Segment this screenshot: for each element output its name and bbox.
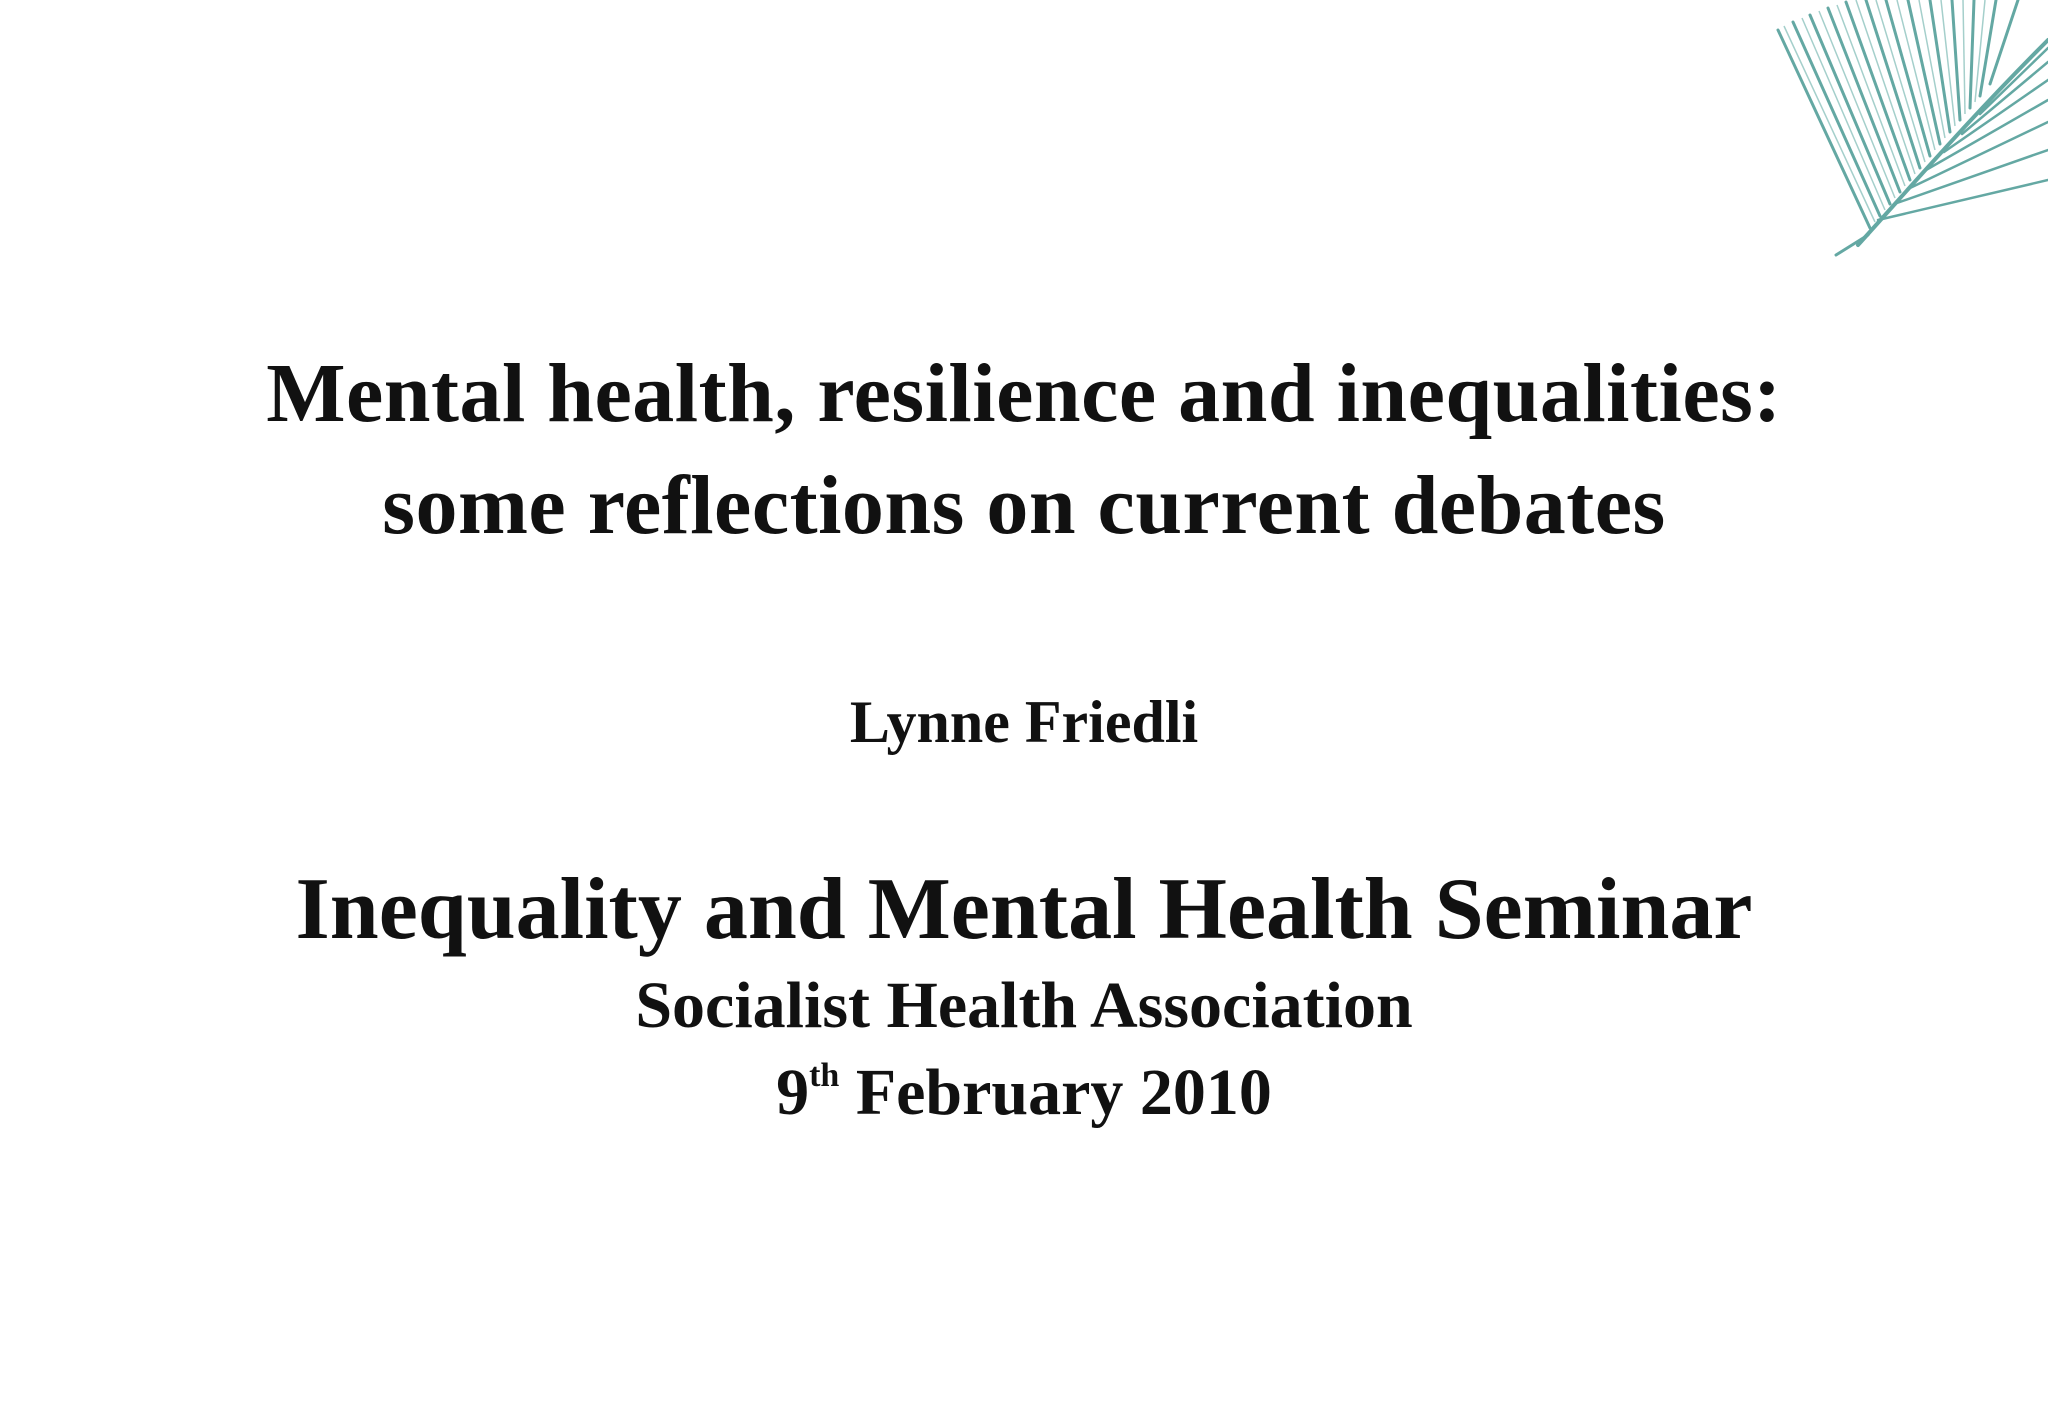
event-name: Inequality and Mental Health Seminar xyxy=(295,861,1753,958)
title-line-1: Mental health, resilience and inequalities: xyxy=(266,347,1782,440)
author-name: Lynne Friedli xyxy=(849,689,1199,755)
date-suffix: th xyxy=(809,1057,840,1094)
event-organisation: Socialist Health Association xyxy=(635,969,1413,1042)
event-date xyxy=(0,1048,2048,1138)
date-day: 9 xyxy=(776,1056,810,1129)
date-rest: February 2010 xyxy=(839,1056,1272,1129)
event-info xyxy=(0,858,2048,1138)
palm-leaf-icon xyxy=(1718,0,2048,260)
title-line-2: some reflections on current debates xyxy=(382,459,1666,552)
slide-title xyxy=(0,338,2048,562)
